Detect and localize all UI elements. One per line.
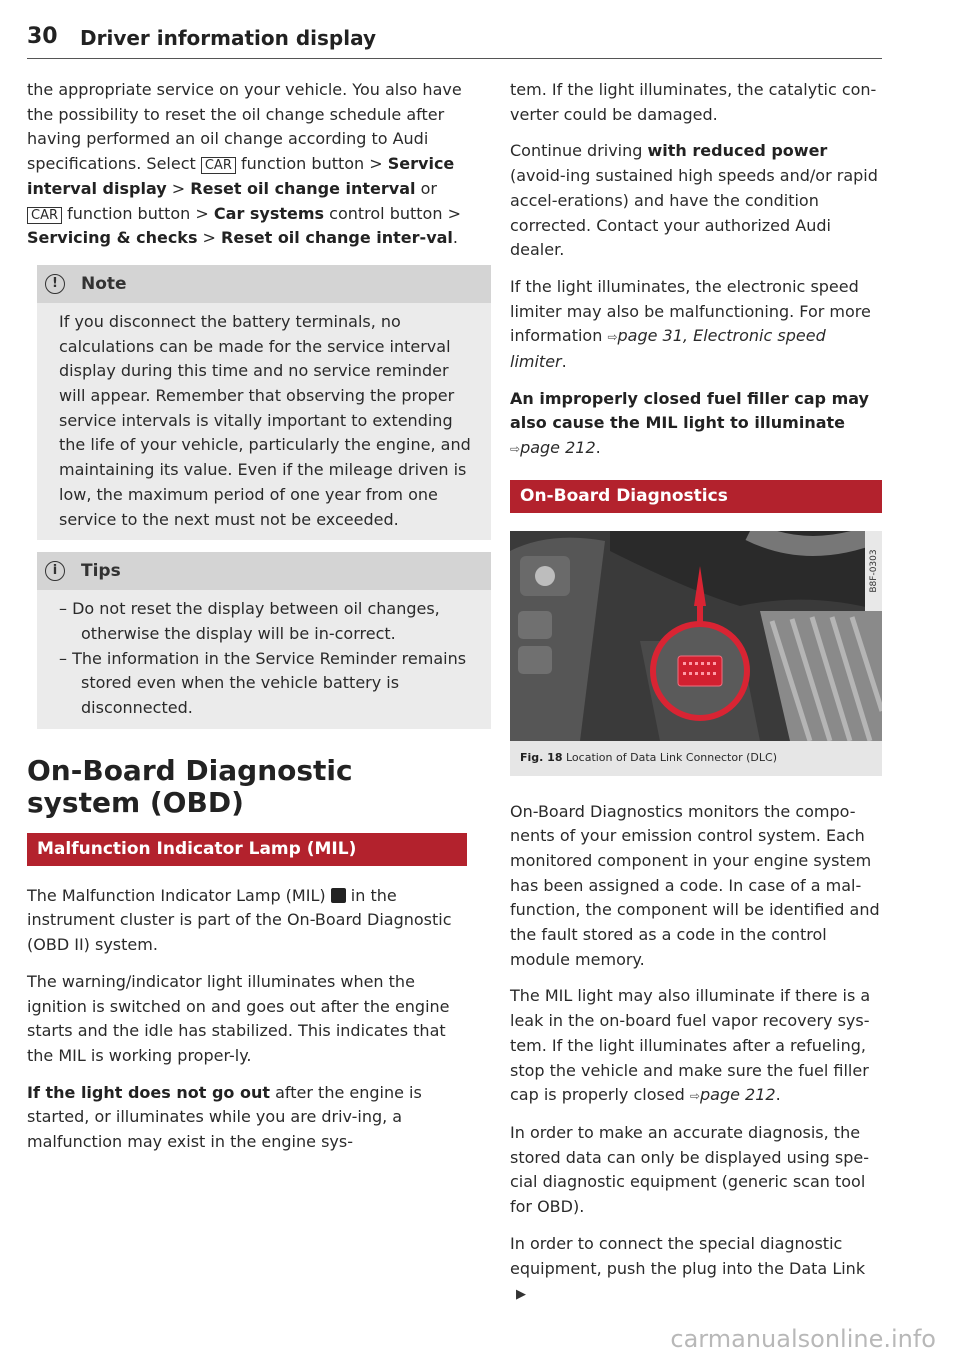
note-title: Note <box>81 273 127 294</box>
body-paragraph: tem. If the light illuminates, the catalytic con-verter could be damaged. <box>510 80 877 124</box>
page-header <box>27 22 882 59</box>
engine-warning-icon <box>331 888 346 903</box>
service-reset-paragraph: the appropriate service on your vehicle. You also have the possibility to reset the oil change schedule after having performed an oil change according to Audi specifications. Select CAR function button > Service interval display > Reset oil change interval or CAR function button > Car systems control button > Servicing & checks > Reset oil change inter-val. <box>27 80 462 248</box>
note-body: If you disconnect the battery terminals, no calculations can be made for the service interval display during this time and no service reminder will appear. Remember that observing the proper service intervals is vitally important to extending the life of your vehicle, particularly the engine, and maintaining its value. Even if the mileage driven is low, the maximum period of one year from one service to the next must not be exceeded. <box>59 311 471 529</box>
page-number: 30 <box>27 24 58 49</box>
mil-paragraph: The warning/indicator light illuminates when the ignition is switched on and goes out after the engine starts and the idle has stabilized. This indicates that the MIL is working proper-ly. <box>27 971 450 1065</box>
dlc-illustration <box>510 531 882 741</box>
mil-paragraph: The Malfunction Indicator Lamp (MIL) in the instrument cluster is part of the On-Board Diagnostic (OBD II) system. <box>27 885 452 955</box>
mil-paragraph: If the light does not go out after the engine is started, or illuminates while you are driv-ing, a malfunction may exist in the engine sys- <box>27 1082 422 1152</box>
arrow-icon: ⇨ <box>689 1089 700 1104</box>
body-paragraph: On-Board Diagnostics monitors the compo-nents of your emission control system. Each monitored component in your engine system has been assigned a code. In case of a mal-function, the component will be identified and the fault stored as a code in the control module memory. <box>510 801 880 969</box>
section-title: On-Board Diagnostic system (OBD) <box>27 753 353 819</box>
body-paragraph: Continue driving with reduced power (avoid-ing sustained high speeds and/or rapid accel-erations) and have the condition corrected. Contact your authorized Audi dealer. <box>510 141 878 260</box>
obd-heading: On-Board Diagnostics <box>510 480 882 513</box>
tips-title: Tips <box>81 560 121 581</box>
arrow-icon: ⇨ <box>607 330 618 345</box>
car-key: CAR <box>27 207 62 224</box>
figure-label: Fig. 18 <box>520 750 563 764</box>
body-paragraph: In order to connect the special diagnostic equipment, push the plug into the Data Link ▶ <box>510 1233 866 1303</box>
tip-item: – The information in the Service Reminder remains stored even when the vehicle battery is disconnected. <box>59 648 467 718</box>
tip-item: – Do not reset the display between oil changes, otherwise the display will be in-correct. <box>59 599 440 643</box>
car-key: CAR <box>201 157 236 174</box>
right-column <box>510 78 882 1320</box>
figure-caption: Fig. 18 Location of Data Link Connector (DLC) <box>510 741 882 776</box>
page-title: Driver information display <box>80 26 377 50</box>
continue-arrow-icon: ▶ <box>516 1287 526 1303</box>
figure-code: B8F-0303 <box>869 549 879 593</box>
left-column <box>27 78 471 1167</box>
mil-heading: Malfunction Indicator Lamp (MIL) <box>27 833 467 866</box>
info-icon: i <box>45 561 65 581</box>
body-paragraph: If the light illuminates, the electronic speed limiter may also be malfunctioning. For more information ⇨page 31, Electronic speed limiter. <box>510 276 871 372</box>
page-link[interactable]: page 31, Electronic speed limiter <box>510 326 826 372</box>
body-paragraph: An improperly closed fuel filler cap may also cause the MIL light to illuminate ⇨page 212. <box>510 388 869 458</box>
page-link[interactable]: page 212 <box>520 438 596 458</box>
watermark: carmanualsonline.info <box>670 1325 936 1353</box>
note-box <box>37 265 491 540</box>
tips-box <box>37 552 491 729</box>
body-paragraph: The MIL light may also illuminate if there is a leak in the on-board fuel vapor recovery sys-tem. If the light illuminates after a refueling, stop the vehicle and make sure the fuel filler cap is properly closed ⇨page 212. <box>510 986 871 1105</box>
figure-dlc-location <box>510 531 882 741</box>
caution-icon: ! <box>45 274 65 294</box>
arrow-icon: ⇨ <box>510 442 521 457</box>
body-paragraph: In order to make an accurate diagnosis, the stored data can only be displayed using spe-cial diagnostic equipment (generic scan tool for OBD). <box>510 1122 869 1217</box>
page-link[interactable]: page 212 <box>699 1085 776 1105</box>
